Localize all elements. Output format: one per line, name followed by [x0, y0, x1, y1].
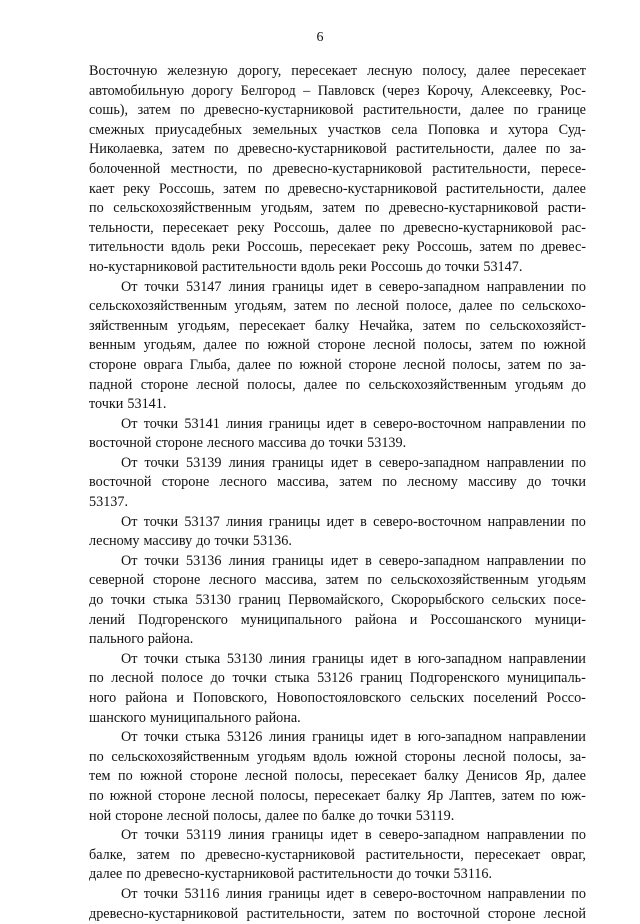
- text-line: лений Подгоренского муниципального района и Россошанского муници-: [89, 611, 586, 628]
- text-line: Восточную железную дорогу, пересекает лесную полосу, далее пересекает: [89, 63, 586, 79]
- text-line: пального района.: [89, 631, 194, 648]
- document-body: [89, 62, 586, 924]
- text-line: От точки 53147 линия границы идет в северо-западном направлении по: [121, 278, 586, 295]
- text-line: древесно-кустарниковой растительности, затем по восточной стороне лесной: [89, 905, 586, 922]
- text-line: ного района и Поповского, Новопостояловского сельских поселений Россо-: [89, 690, 586, 706]
- text-line: тем по южной стороне лесной полосы, пересекает балку Денисов Яр, далее: [89, 768, 586, 785]
- text-line: лесному массиву до точки 53136.: [89, 533, 292, 550]
- text-line: сельскохозяйственным угодьям, затем по лесной полосе, далее по сельскохо-: [89, 298, 586, 315]
- text-line: точки 53141.: [89, 396, 167, 413]
- text-line: От точки 53136 линия границы идет в северо-западном направлении по: [121, 552, 586, 569]
- text-line: болоченной местности, по древесно-кустарниковой растительности, пересе-: [89, 160, 586, 177]
- text-line: но-кустарниковой растительности вдоль реки Россошь до точки 53147.: [89, 258, 523, 275]
- text-line: по сельскохозяйственным угодьям вдоль южной стороны лесной полосы, за-: [89, 748, 586, 765]
- text-line: шанского муниципального района.: [89, 709, 301, 726]
- text-line: От точки 53139 линия границы идет в северо-западном направлении по: [121, 454, 586, 471]
- text-line: до точки стыка 53130 границ Первомайского, Скорорыбского сельских посе-: [89, 592, 586, 609]
- text-line: тительности вдоль реки Россошь, пересекает реку Россошь, затем по древес-: [89, 239, 586, 256]
- text-line: смежных приусадебных земельных участков села Поповка и хутора Суд-: [89, 121, 586, 138]
- text-line: От точки 53137 линия границы идет в северо-восточном направлении по: [121, 513, 586, 530]
- text-line: венным угодьям, далее по южной стороне лесной полосы, затем по южной: [89, 337, 586, 354]
- text-line: падной стороне лесной полосы, далее по сельскохозяйственным угодьям до: [89, 376, 586, 393]
- text-line: далее по древесно-кустарниковой растительности до точки 53116.: [89, 866, 493, 883]
- text-line: зяйственным угодьям, пересекает балку Нечайка, затем по сельскохозяйст-: [89, 317, 586, 334]
- text-line: тельности, пересекает реку Россошь, далее по древесно-кустарниковой рас-: [89, 219, 586, 236]
- text-line: по лесной полосе до точки стыка 53126 границ Подгоренского муниципаль-: [89, 670, 586, 687]
- text-line: по сельскохозяйственным угодьям, затем по древесно-кустарниковой расти-: [89, 200, 586, 217]
- text-line: автомобильную дорогу Белгород – Павловск (через Корочу, Алексеевку, Рос-: [89, 82, 586, 99]
- text-line: восточной стороне лесного массива, затем по лесному массиву до точки: [89, 474, 586, 491]
- text-line: восточной стороне лесного массива до точки 53139.: [89, 435, 407, 452]
- page-number: 6: [316, 30, 324, 45]
- text-line: От точки 53116 линия границы идет в северо-восточном направлении по: [121, 885, 586, 902]
- text-line: Николаевка, затем по древесно-кустарниковой растительности, далее по за-: [89, 141, 586, 158]
- text-line: стороне оврага Глыба, далее по южной стороне лесной полосы, затем по за-: [89, 356, 586, 373]
- text-line: От точки 53141 линия границы идет в северо-восточном направлении по: [121, 415, 586, 432]
- text-line: сошь), затем по древесно-кустарниковой растительности, далее по границе: [89, 102, 586, 119]
- text-line: От точки 53119 линия границы идет в северо-западном направлении по: [121, 827, 586, 844]
- text-line: ной стороне лесной полосы, далее по балке до точки 53119.: [89, 807, 455, 824]
- text-line: От точки стыка 53126 линия границы идет в юго-западном направлении: [121, 729, 586, 746]
- text-line: От точки стыка 53130 линия границы идет в юго-западном направлении: [121, 650, 586, 667]
- text-line: балке, затем по древесно-кустарниковой растительности, пересекает овраг,: [89, 846, 586, 863]
- text-line: по южной стороне лесной полосы, пересекает балку Яр Лаптев, затем по юж-: [89, 787, 586, 804]
- text-line: 53137.: [89, 494, 129, 511]
- text-line: северной стороне лесного массива, затем по сельскохозяйственным угодьям: [89, 572, 586, 589]
- text-line: кает реку Россошь, затем по древесно-кустарниковой растительности, далее: [89, 180, 586, 197]
